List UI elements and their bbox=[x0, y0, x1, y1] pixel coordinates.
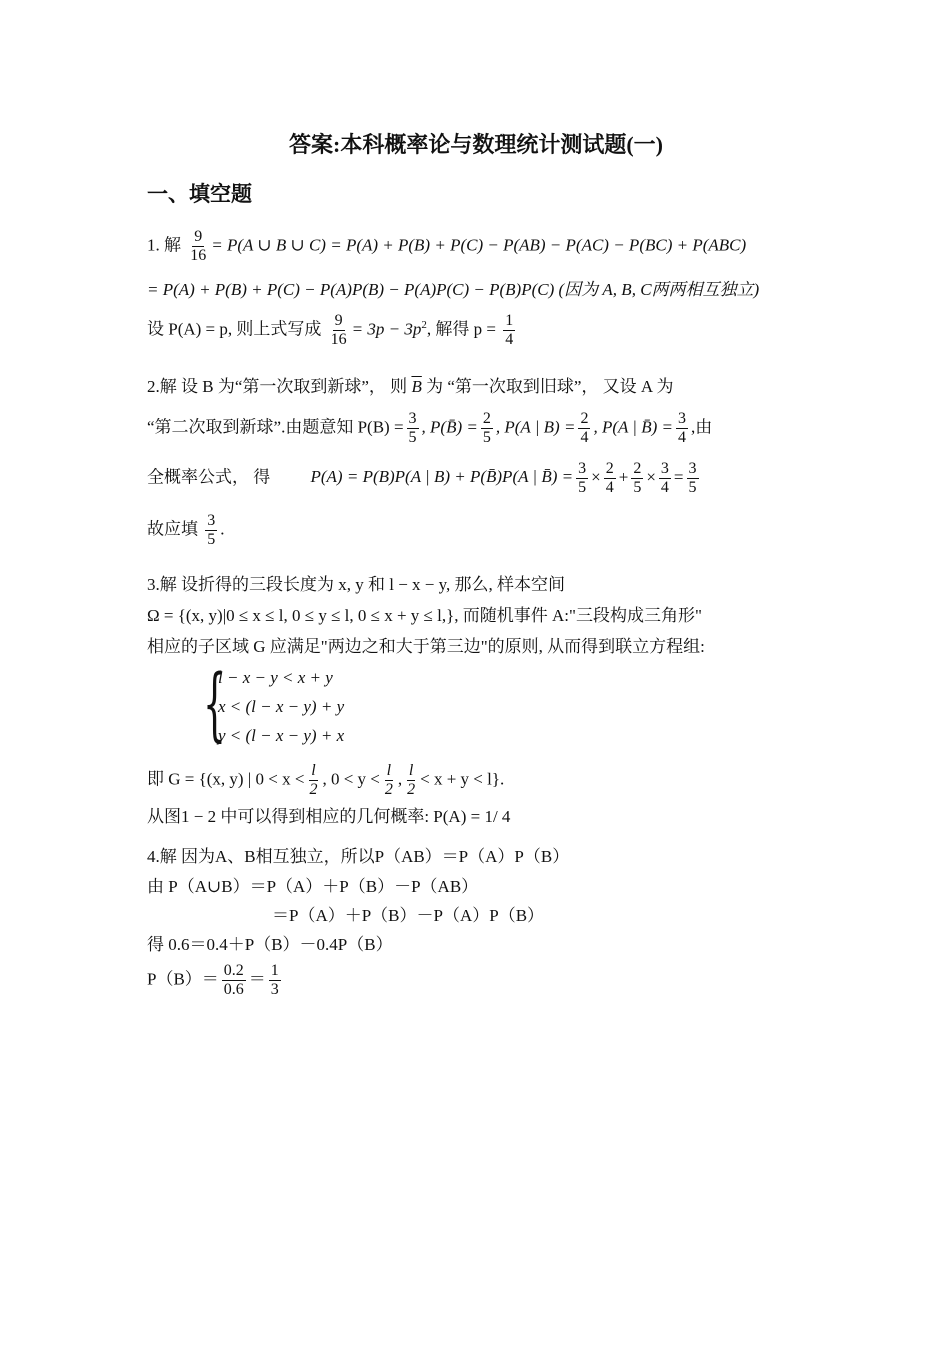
q2-pbbar: , P(B̄) = bbox=[421, 417, 478, 437]
q2-line1 bbox=[147, 376, 674, 398]
q4-frac-02-06: $\frac{0.2}{0.6}$ bbox=[223, 962, 244, 998]
q2-f-2-4: $\frac{2}{4}$ bbox=[605, 460, 614, 496]
q3-line1: 3.解 设折得的三段长度为 x, y 和 l − x − y, 那么, 样本空间 bbox=[147, 575, 566, 594]
q2-dot: . bbox=[220, 519, 225, 539]
q4-frac-1-3: $\frac{1}{3}$ bbox=[270, 962, 279, 998]
q2-line4 bbox=[147, 512, 225, 549]
q2-pabbar: , P(A | B̄) = bbox=[593, 417, 674, 437]
q4-line4: 得 0.6＝0.4＋P（B）－0.4P（B） bbox=[147, 935, 393, 954]
q3-g4: < x + y < l}. bbox=[420, 769, 505, 789]
q2-f-3-5: $\frac{3}{5}$ bbox=[578, 460, 587, 496]
q3-frac-l2a: $\frac{l}{2}$ bbox=[309, 762, 318, 798]
q1-eq3: = 3p − 3p bbox=[351, 319, 422, 339]
q1-line1 bbox=[147, 228, 746, 265]
q4-line3: ＝P（A）＋P（B）－P（A）P（B） bbox=[272, 906, 545, 925]
q4-line5 bbox=[147, 962, 284, 999]
q1-eq1: = P(A ∪ B ∪ C) = P(A) + P(B) + P(C) − P(AB) − P(AC) − P(BC) + P(ABC) bbox=[211, 235, 747, 255]
q2-pab: , P(A | B) = bbox=[495, 417, 576, 437]
q2-times1: × bbox=[591, 467, 601, 487]
q4-line2: 由 P（A∪B）＝P（A）＋P（B）－P（AB） bbox=[147, 877, 479, 896]
q2-line3 bbox=[147, 460, 702, 497]
q2-total-prob: 全概率公式， 得 bbox=[147, 467, 271, 487]
q1-label: 1. 解 bbox=[147, 235, 181, 255]
q3-line2: Ω = {(x, y)|0 ≤ x ≤ l, 0 ≤ y ≤ l, 0 ≤ x + y ≤ l,}, 而随机事件 A:"三段构成三角形" bbox=[147, 606, 702, 625]
page-title: 答案:本科概率论与数理统计测试题(一) bbox=[289, 132, 663, 157]
q1-let: 设 P(A) = p, 则上式写成 bbox=[147, 319, 322, 339]
section-heading-fill-in: 一、填空题 bbox=[147, 182, 252, 206]
q2-plus: + bbox=[618, 467, 629, 487]
q2-line2 bbox=[147, 410, 712, 447]
q2-formula: P(A) = P(B)P(A | B) + P(B̄)P(A | B̄) = bbox=[310, 467, 574, 487]
q3-system-eq3: y < (l − x − y) + x bbox=[218, 726, 345, 745]
q2-f-2-5: $\frac{2}{5}$ bbox=[633, 460, 642, 496]
system-brace: { bbox=[203, 657, 226, 750]
q1-square: 2 bbox=[421, 318, 427, 331]
q2-fraction-3-4: $\frac{3}{4}$ bbox=[678, 410, 687, 446]
q3-g3: , bbox=[397, 769, 403, 789]
q1-line3 bbox=[147, 312, 518, 349]
q3-line-g bbox=[147, 762, 504, 799]
q3-system-eq1: l − x − y < x + y bbox=[218, 668, 333, 687]
q1-solve: , 解得 p = bbox=[426, 319, 496, 339]
q2-you: ,由 bbox=[691, 417, 713, 437]
q2-f-result: $\frac{3}{5}$ bbox=[688, 460, 697, 496]
q4-line1: 4.解 因为A、B相互独立，所以P（AB）＝P（A）P（B） bbox=[147, 847, 570, 866]
q2-b-bar: $\overline{B}$ bbox=[411, 377, 422, 396]
q1-fraction-9-16: $\frac{9}{16}$ bbox=[190, 228, 207, 264]
q3-g1: 即 G = {(x, y) | 0 < x < bbox=[147, 769, 305, 789]
q2-text2: 为 “第一次取到旧球”， 又设 A 为 bbox=[426, 377, 674, 396]
q2-fraction-2-4: $\frac{2}{4}$ bbox=[580, 410, 589, 446]
q3-line3: 相应的子区域 G 应满足"两边之和大于第三边"的原则, 从而得到联立方程组: bbox=[147, 637, 705, 656]
q4-eq: ＝ bbox=[248, 969, 266, 989]
q3-g2: , 0 < y < bbox=[322, 769, 380, 789]
q2-eq: = bbox=[673, 467, 684, 487]
q2-answer-fraction: $\frac{3}{5}$ bbox=[207, 512, 216, 548]
q2-fraction-3-5: $\frac{3}{5}$ bbox=[408, 410, 417, 446]
q4-pb: P（B）＝ bbox=[147, 969, 219, 989]
q1-line2: = P(A) + P(B) + P(C) − P(A)P(B) − P(A)P(C) − P(B)P(C) (因为 A, B, C两两相互独立) bbox=[147, 280, 760, 299]
q3-frac-l2c: $\frac{l}{2}$ bbox=[407, 762, 416, 798]
q3-line5: 从图1 − 2 中可以得到相应的几何概率: P(A) = 1/ 4 bbox=[147, 807, 511, 826]
q2-known: “第二次取到新球”.由题意知 P(B) = bbox=[147, 417, 404, 437]
q2-times2: × bbox=[646, 467, 656, 487]
q2-fraction-2-5: $\frac{2}{5}$ bbox=[482, 410, 491, 446]
q2-fill: 故应填 bbox=[147, 519, 198, 539]
q1-fraction-9-16b: $\frac{9}{16}$ bbox=[330, 312, 347, 348]
q3-system-eq2: x < (l − x − y) + y bbox=[218, 697, 345, 716]
q3-frac-l2b: $\frac{l}{2}$ bbox=[384, 762, 393, 798]
q1-fraction-1-4: $\frac{1}{4}$ bbox=[505, 312, 514, 348]
q2-f-3-4: $\frac{3}{4}$ bbox=[660, 460, 669, 496]
q2-text1: 2.解 设 B 为“第一次取到新球”， 则 bbox=[147, 377, 408, 396]
